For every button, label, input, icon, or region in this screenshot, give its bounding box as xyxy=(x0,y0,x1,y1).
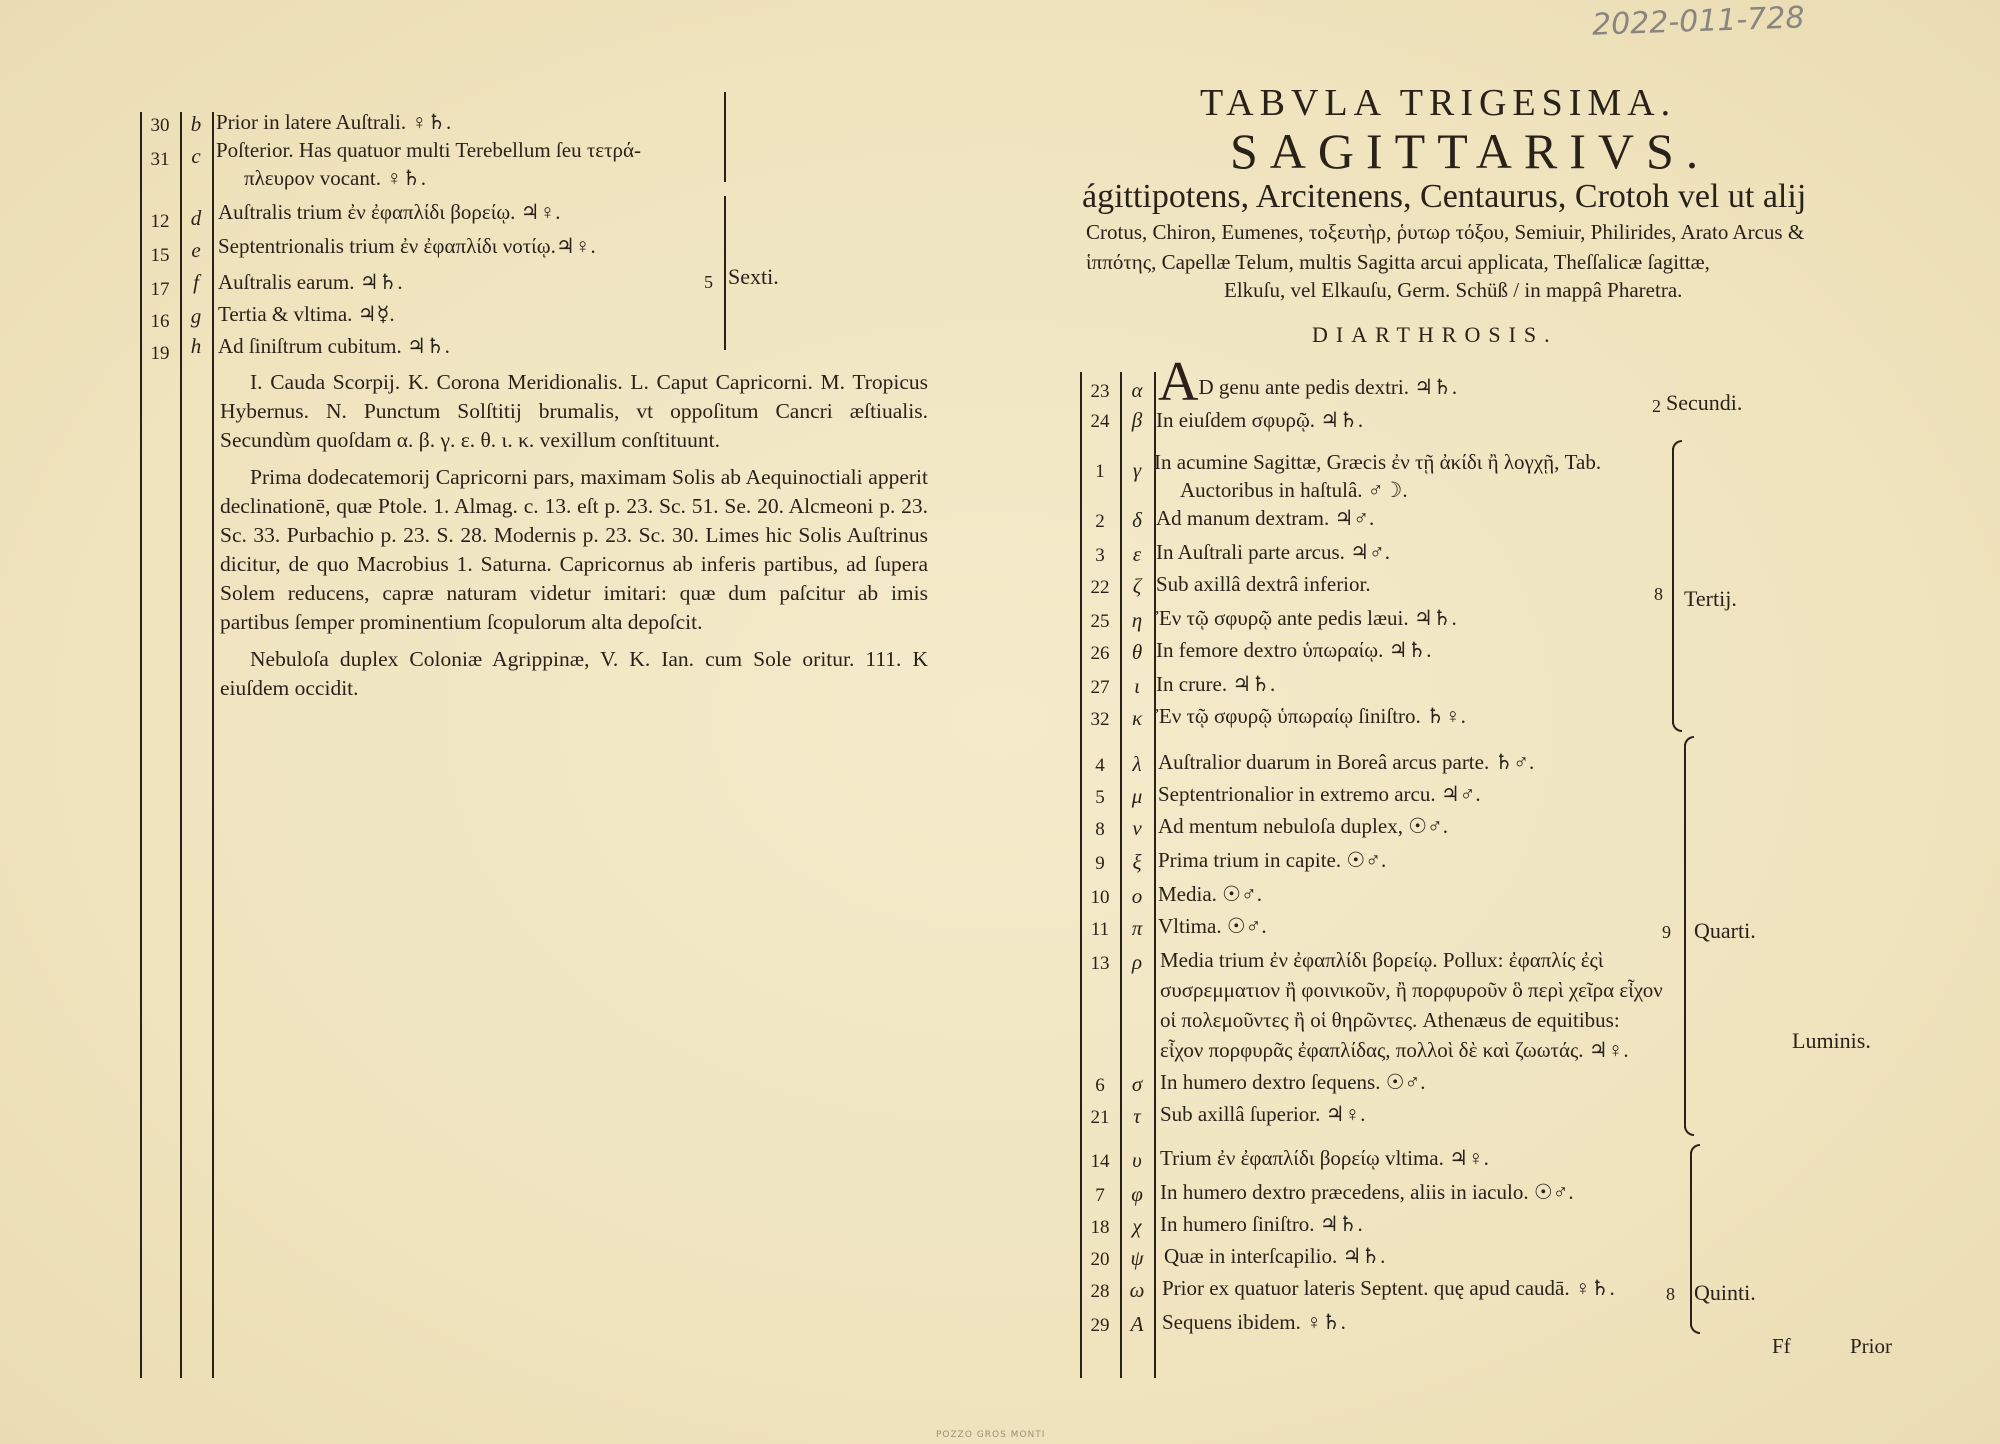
row-text: In femore dextro ὑπωραίῳ. ♃♄. xyxy=(1156,638,1432,662)
row-num: 21 xyxy=(1090,1107,1110,1128)
row-num: 31 xyxy=(150,149,170,170)
row-letter: b xyxy=(190,112,202,136)
left-rule-outer xyxy=(140,112,142,1378)
row-text: Auſtralis earum. ♃♄. xyxy=(218,270,403,294)
row-num: 9 xyxy=(1095,853,1105,874)
subtitle-line: Elkuſu, vel Elkauſu, Germ. Schüß / in mappâ Pharetra. xyxy=(1224,278,1683,302)
row-text: Media trium ἐν ἐφαπλίδι βορείῳ. Pollux: ἐφαπλίς ἐςὶ xyxy=(1160,948,1604,972)
row-letter: A xyxy=(1130,1312,1144,1336)
row-text: Trium ἐν ἐφαπλίδι βορείῳ vltima. ♃♀. xyxy=(1160,1146,1489,1170)
row-text: συσρεμματιον ἢ φοινικοῦν, ἢ πορφυροῦν ὃ περὶ χεῖρα εἶχον xyxy=(1160,978,1663,1002)
row-letter: ρ xyxy=(1131,950,1143,974)
row-letter: θ xyxy=(1131,640,1143,664)
row-letter: ε xyxy=(1132,542,1142,566)
brace-label: Tertij. xyxy=(1684,586,1737,611)
subtitle-line: Crotus, Chiron, Eumenes, τοξευτὴρ, ῥυτωρ τόξου, Semiuir, Philirides, Arato Arcus & xyxy=(1086,220,1805,244)
initial-letter: A xyxy=(1158,351,1199,413)
row-num: 17 xyxy=(150,279,170,300)
row-text: In humero ſiniſtro. ♃♄. xyxy=(1160,1212,1363,1236)
row-text: Sub axillâ ſuperior. ♃♀. xyxy=(1160,1102,1366,1126)
row-num: 5 xyxy=(1095,787,1105,808)
row-num: 24 xyxy=(1090,411,1110,432)
row-letter: υ xyxy=(1132,1148,1142,1172)
row-num: 32 xyxy=(1090,709,1110,730)
row-num: 30 xyxy=(150,115,170,136)
row-num: 3 xyxy=(1095,545,1105,566)
row-num: 16 xyxy=(150,311,170,332)
row-letter: ξ xyxy=(1132,850,1142,874)
row-num: 26 xyxy=(1090,643,1110,664)
row-num: 20 xyxy=(1090,1249,1110,1270)
signature-mark: Ff xyxy=(1772,1334,1791,1358)
row-text: In crure. ♃♄. xyxy=(1156,672,1276,696)
row-num: 19 xyxy=(150,343,170,364)
left-bracket-top xyxy=(724,92,726,182)
row-letter: h xyxy=(190,334,202,358)
left-bracket-group xyxy=(724,196,726,350)
row-letter: λ xyxy=(1132,752,1142,776)
brace-count: 2 xyxy=(1652,396,1661,416)
row-letter: φ xyxy=(1131,1182,1143,1206)
row-num: 2 xyxy=(1095,511,1105,532)
row-letter: ψ xyxy=(1130,1246,1144,1270)
row-text: Septentrionalior in extremo arcu. ♃♂. xyxy=(1158,782,1481,806)
row-text: οἱ πολεμοῦντες ἢ οἱ θηρῶντες. Athenæus de equitibus: xyxy=(1160,1008,1620,1032)
inventory-mark: 2022-011-728 xyxy=(1591,0,1806,43)
row-text: Quæ in interſcapilio. ♃♄. xyxy=(1164,1244,1386,1268)
constellation-epithets: ágittipotens, Arcitenens, Centaurus, Crotoh vel ut alij xyxy=(1082,178,1807,215)
subtitle-line: ἱππότης, Capellæ Telum, multis Sagitta arcui applicata, Theſſalicæ ſagittæ, xyxy=(1086,250,1710,274)
row-letter: η xyxy=(1131,608,1143,632)
row-num: 15 xyxy=(150,245,170,266)
row-text: Vltima. ☉♂. xyxy=(1158,914,1267,938)
row-text: AD genu ante pedis dextri. ♃♄. xyxy=(1158,351,1458,413)
constellation-name: SAGITTARIVS. xyxy=(1230,123,1711,179)
row-letter: τ xyxy=(1133,1104,1141,1128)
row-text: In humero dextro ſequens. ☉♂. xyxy=(1160,1070,1426,1094)
row-num: 25 xyxy=(1090,611,1110,632)
brace-count: 9 xyxy=(1662,922,1671,942)
section-heading: DIARTHROSIS. xyxy=(1312,322,1558,347)
row-letter: f xyxy=(193,270,199,294)
row-num: 27 xyxy=(1090,677,1110,698)
row-num: 4 xyxy=(1095,755,1105,776)
row-num: 28 xyxy=(1090,1281,1110,1302)
row-letter: ι xyxy=(1134,674,1140,698)
row-letter: π xyxy=(1131,916,1143,940)
row-num: 8 xyxy=(1095,819,1105,840)
row-num: 14 xyxy=(1090,1151,1110,1172)
row-letter: κ xyxy=(1131,706,1143,730)
row-text: In acumine Sagittæ, Græcis ἐν τῇ ἀκίδι ἢ λογχῇ, Tab. xyxy=(1154,450,1602,474)
commentary-paragraph: I. Cauda Scorpij. K. Corona Meridionalis. L. Caput Capricorni. M. Tropicus Hybernus. N. Punctum Solſtitij brumalis, vt oppoſitum Cancri æſtiualis. Secundùm quoſdam α. β. γ. ε. θ. ι. κ. vexillum conſtituunt. xyxy=(220,370,928,452)
row-text: Auſtralior duarum in Boreâ arcus parte. ♄♂. xyxy=(1158,750,1535,774)
brace-label: Quinti. xyxy=(1694,1280,1756,1305)
row-text: Prior in latere Auſtrali. ♀♄. xyxy=(216,110,452,134)
row-text: Tertia & vltima. ♃☿. xyxy=(218,302,395,326)
brace-count: 5 xyxy=(704,272,713,292)
left-rule-num xyxy=(180,112,182,1378)
row-text: Ad manum dextram. ♃♂. xyxy=(1156,506,1375,530)
row-text: Prior ex quatuor lateris Septent. quę apud caudā. ♀♄. xyxy=(1162,1276,1615,1300)
row-text: Prima trium in capite. ☉♂. xyxy=(1158,848,1387,872)
row-num: 22 xyxy=(1090,577,1110,598)
row-letter: γ xyxy=(1132,458,1142,482)
row-num: 10 xyxy=(1090,887,1110,908)
brace-label: Secundi. xyxy=(1666,390,1743,415)
brace-count: 8 xyxy=(1666,1284,1675,1304)
plate-title: TABVLA TRIGESIMA. xyxy=(1200,82,1677,124)
row-num: 23 xyxy=(1090,381,1110,402)
row-text: Sub axillâ dextrâ inferior. xyxy=(1156,572,1371,596)
row-text: εἶχον πορφυρᾶς ἐφαπλίδας, πολλοὶ δὲ καὶ ζωωτάς. ♃♀. xyxy=(1160,1038,1629,1062)
row-num: 7 xyxy=(1095,1185,1105,1206)
row-text: Ἐν τῷ σφυρῷ ante pedis læui. ♃♄. xyxy=(1156,606,1457,630)
row-num: 13 xyxy=(1090,953,1110,974)
row-text: Auctoribus in haſtulâ. ♂☽. xyxy=(1180,478,1408,502)
row-letter: e xyxy=(191,238,201,262)
row-text: Media. ☉♂. xyxy=(1158,882,1262,906)
brace-label: Sexti. xyxy=(728,264,779,289)
row-num: 1 xyxy=(1095,461,1105,482)
row-letter: α xyxy=(1131,378,1143,402)
row-text: Poſterior. Has quatuor multi Terebellum ſeu τετρά- xyxy=(216,138,641,162)
row-letter: ζ xyxy=(1132,574,1142,598)
row-letter: ο xyxy=(1131,884,1143,908)
row-letter: c xyxy=(191,144,201,168)
brace-count: 8 xyxy=(1654,584,1663,604)
row-letter: ν xyxy=(1132,816,1142,840)
row-text: πλευρον vocant. ♀♄. xyxy=(244,166,427,190)
commentary-paragraph: Nebuloſa duplex Coloniæ Agrippinæ, V. K. Ian. cum Sole oritur. 111. K eiuſdem occidit. xyxy=(220,647,928,700)
row-text: Septentrionalis trium ἐν ἐφαπλίδι νοτίῳ.♃♀. xyxy=(218,234,596,258)
row-text: In humero dextro præcedens, aliis in iaculo. ☉♂. xyxy=(1160,1180,1574,1204)
row-letter: g xyxy=(190,304,202,328)
row-num: 29 xyxy=(1090,1315,1110,1336)
brace-label: Quarti. xyxy=(1694,918,1756,943)
row-num: 12 xyxy=(150,211,170,232)
left-rule-letter xyxy=(212,112,214,1378)
row-letter: δ xyxy=(1132,508,1142,532)
row-text: In eiuſdem σφυρῷ. ♃♄. xyxy=(1156,408,1364,432)
row-text: Ἐν τῷ σφυρῷ ὑπωραίῳ ſiniſtro. ♄♀. xyxy=(1156,704,1466,728)
row-text: Sequens ibidem. ♀♄. xyxy=(1162,1310,1346,1334)
row-text: Ad ſiniſtrum cubitum. ♃♄. xyxy=(218,334,450,358)
commentary-paragraph: Prima dodecatemorij Capricorni pars, maximam Solis ab Aequinoctiali apperit declinationē, quæ Ptole. 1. Almag. c. 13. eſt p. 23. Sc. 51. Se. 20. Alcmeoni p. 23. Sc. 33. Purbachio p. 23. S. 28. Modernis p. 23. Sc. 30. Limes hic Solis Auſtrinus dicitur, de quo Macrobius 1. Saturna. Capricornus ab inferis partibus, ad ſupera Solem reducens, capræ naturam videtur imitari: quæ dum paſcitur ab imis partibus ſemper prominentium ſcopulorum alta depoſcit. xyxy=(220,465,928,634)
brace-label: Luminis. xyxy=(1792,1028,1871,1053)
row-letter: σ xyxy=(1131,1072,1143,1096)
row-letter: μ xyxy=(1131,784,1143,808)
row-letter: β xyxy=(1131,408,1143,432)
row-letter: d xyxy=(190,206,202,230)
row-letter: χ xyxy=(1132,1214,1142,1238)
row-text: Ad mentum nebuloſa duplex, ☉♂. xyxy=(1158,814,1449,838)
left-commentary xyxy=(220,368,928,711)
row-num: 6 xyxy=(1095,1075,1105,1096)
row-text: Auſtralis trium ἐν ἐφαπλίδι βορείῳ. ♃♀. xyxy=(218,200,561,224)
catchword: Prior xyxy=(1850,1334,1892,1358)
footer-stamp: POZZO GROS MONTI xyxy=(936,1430,1046,1440)
brace-tertij xyxy=(1672,448,1684,724)
row-num: 11 xyxy=(1090,919,1110,940)
row-text: In Auſtrali parte arcus. ♃♂. xyxy=(1156,540,1391,564)
row-letter: ω xyxy=(1129,1278,1145,1302)
row-num: 18 xyxy=(1090,1217,1110,1238)
